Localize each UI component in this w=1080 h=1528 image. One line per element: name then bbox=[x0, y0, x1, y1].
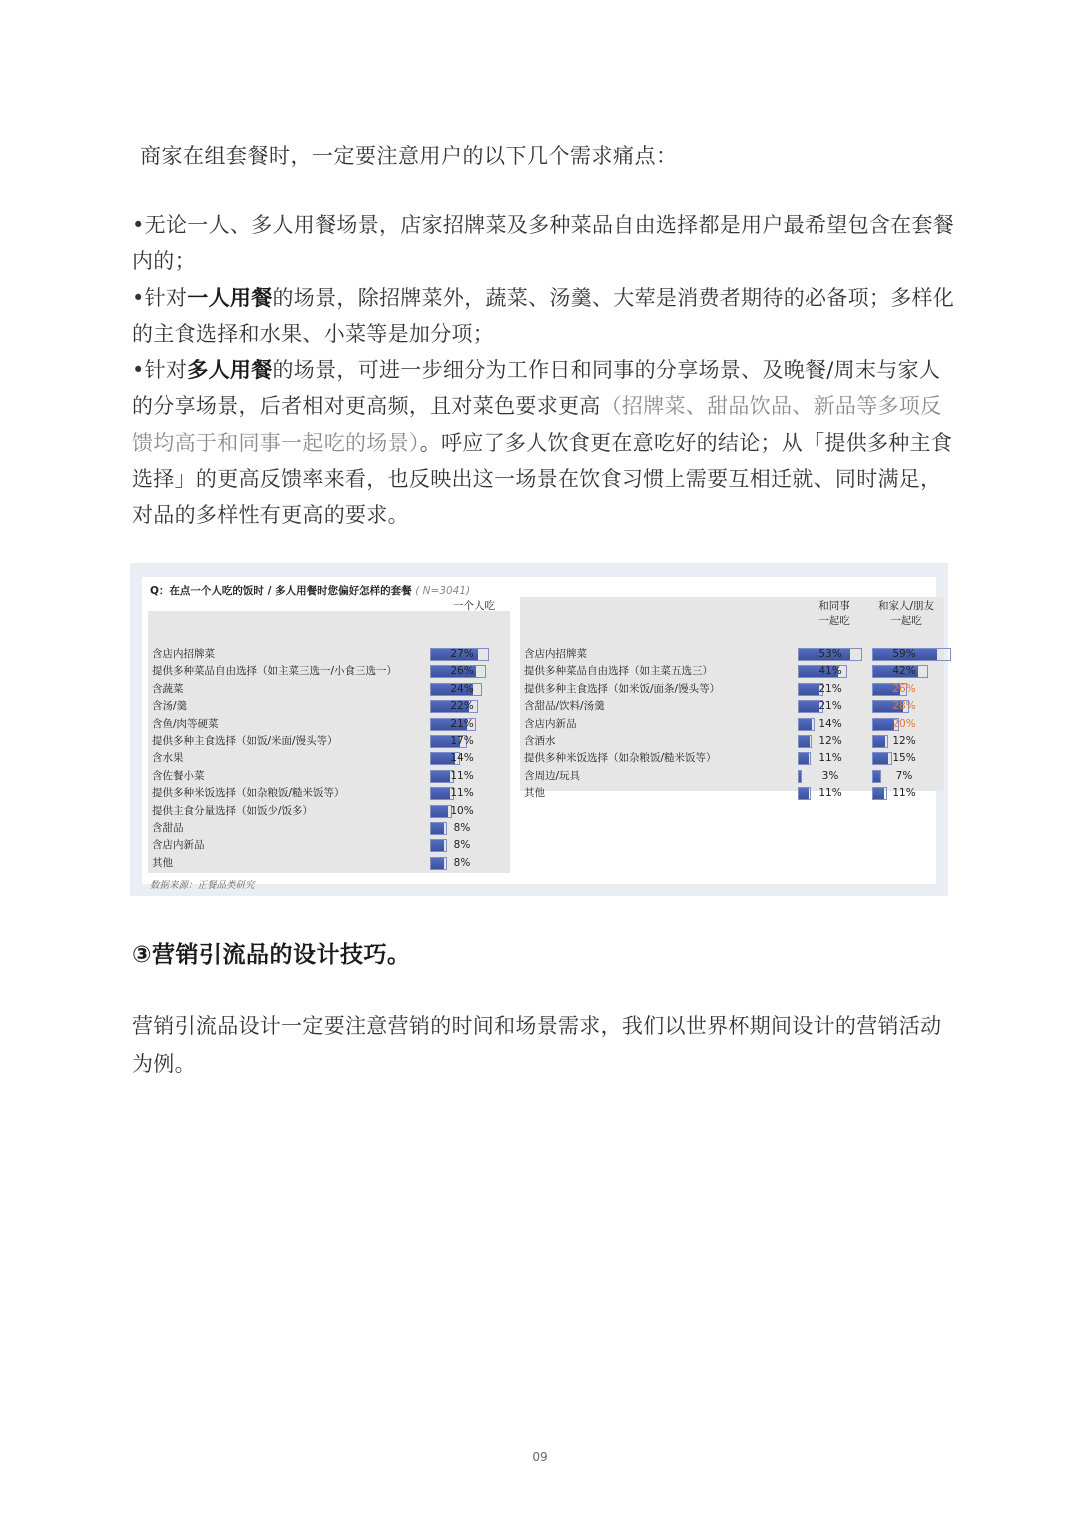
bullet-3-lead: •针对 bbox=[132, 358, 188, 383]
right-series-2-header-line1: 和家人/朋友 bbox=[877, 600, 935, 612]
right-bar-colleague-label: 11% bbox=[818, 752, 842, 765]
left-bar-label: 8% bbox=[453, 822, 471, 834]
chart-sample-size: ( N=3041) bbox=[415, 585, 471, 597]
left-bar-label: 26% bbox=[450, 665, 474, 678]
right-bar-family-label: 7% bbox=[895, 769, 913, 782]
right-bar-colleague bbox=[798, 770, 870, 783]
right-series-2-header-line2: 一起吃 bbox=[890, 615, 922, 627]
right-row-label: 含店内新品 bbox=[524, 717, 577, 730]
left-row-label: 含店内新品 bbox=[152, 839, 205, 852]
left-bar-label: 8% bbox=[453, 839, 471, 852]
right-bar-colleague bbox=[798, 752, 870, 765]
right-bar-family-label: 12% bbox=[892, 735, 916, 747]
left-row-label: 其他 bbox=[152, 856, 173, 869]
left-bar bbox=[430, 805, 560, 818]
right-bar-colleague bbox=[798, 665, 870, 678]
right-bar-colleague bbox=[798, 683, 870, 696]
right-row-label: 含周边/玩具 bbox=[524, 769, 581, 782]
right-bar-family-label: 42% bbox=[892, 665, 916, 678]
left-row-label: 含汤/羹 bbox=[152, 700, 188, 713]
left-row-label: 含蔬菜 bbox=[152, 682, 184, 695]
right-bar-colleague bbox=[798, 718, 870, 731]
left-row-label: 提供多种主食选择（如饭/米面/馒头等） bbox=[152, 735, 338, 747]
left-bar-label: 17% bbox=[450, 735, 474, 747]
left-series-header: 一个人吃 bbox=[453, 600, 495, 612]
left-row-label: 含店内招牌菜 bbox=[152, 648, 215, 660]
right-row-label: 含店内招牌菜 bbox=[524, 648, 587, 660]
right-bar-colleague-label: 11% bbox=[818, 787, 842, 800]
right-bar-family bbox=[872, 735, 952, 748]
intro-text: 商家在组套餐时，一定要注意用户的以下几个需求痛点： bbox=[140, 144, 678, 168]
right-bar-family bbox=[872, 787, 952, 800]
right-bar-colleague-label: 14% bbox=[818, 717, 842, 730]
left-row-label: 提供多种菜品自由选择（如主菜三选一/小食三选一） bbox=[152, 665, 398, 678]
right-bar-family bbox=[872, 648, 952, 661]
bullet-1-text: •无论一人、多人用餐场景，店家招牌菜及多种菜品自由选择都是用户最希望包含在套餐内的； bbox=[132, 213, 955, 274]
left-row-label: 含水果 bbox=[152, 752, 184, 765]
bullet-3-text: 的场景，可进一步细分为工作日和同事的分享场景、及晚餐/周末与家人的分享场景，后者相对更高频，且对菜色要求更高 bbox=[132, 358, 941, 419]
bullet-1 bbox=[132, 207, 957, 280]
right-series-2-header bbox=[866, 599, 946, 629]
right-bar-colleague-label: 53% bbox=[818, 648, 842, 660]
chart-title bbox=[150, 583, 470, 598]
left-bar-label: 24% bbox=[450, 682, 474, 695]
bullet-3-tail: 。呼应了多人饮食更在意吃好的结论；从「提供多种主食选择」的更高反馈率来看，也反映出这一场景在饮食习惯上需要互相迁就、同时满足，对品的多样性有更高的要求。 bbox=[132, 430, 953, 528]
right-series-1-header-line1: 和同事 bbox=[818, 600, 850, 612]
survey-chart bbox=[130, 563, 948, 896]
section-title: ③营销引流品的设计技巧。 bbox=[132, 942, 411, 968]
bullet-3-keyword: 多人用餐 bbox=[187, 358, 273, 383]
left-bar bbox=[430, 839, 560, 852]
chart-canvas bbox=[142, 577, 936, 891]
right-bar-family bbox=[872, 770, 952, 783]
left-row-label: 含佐餐小菜 bbox=[152, 769, 205, 782]
right-bar-family-label: 15% bbox=[892, 752, 916, 765]
left-bar-label: 27% bbox=[450, 648, 474, 660]
right-bar-colleague bbox=[798, 735, 870, 748]
bullet-2-text: 的场景，除招牌菜外，蔬菜、汤羹、大荤是消费者期待的必备项；多样化的主食选择和水果、小菜等是加分项； bbox=[132, 285, 955, 346]
right-bar-family-label: 28% bbox=[892, 700, 916, 713]
right-bar-family bbox=[872, 700, 952, 713]
right-row-label: 其他 bbox=[524, 787, 545, 800]
right-bar-family bbox=[872, 752, 952, 765]
page-number: 09 bbox=[532, 1450, 548, 1464]
right-bar-colleague-label: 3% bbox=[821, 769, 839, 782]
right-row-label: 提供多种米饭选择（如杂粮饭/糙米饭等） bbox=[524, 752, 717, 765]
closing-paragraph: 营销引流品设计一定要注意营销的时间和场景需求，我们以世界杯期间设计的营销活动为例。 bbox=[132, 1014, 942, 1076]
right-bar-family bbox=[872, 683, 952, 696]
left-bar-label: 22% bbox=[450, 700, 474, 713]
bullet-list bbox=[132, 207, 957, 534]
left-bar-label: 14% bbox=[450, 752, 474, 765]
left-bar-label: 21% bbox=[450, 717, 474, 730]
bullet-2-lead: •针对 bbox=[132, 285, 188, 310]
left-row-label: 含甜品 bbox=[152, 822, 184, 834]
chart-source: 数据来源：正餐品类研究 bbox=[150, 880, 255, 891]
bullet-3-note: （招牌菜、甜品饮品、新品等多项反馈均高于和同事一起吃的场景） bbox=[132, 394, 942, 455]
bullet-2-keyword: 一人用餐 bbox=[187, 285, 273, 310]
left-bar-label: 11% bbox=[450, 769, 474, 782]
left-bar-label: 11% bbox=[450, 787, 474, 800]
left-row-label: 提供多种米饭选择（如杂粮饭/糙米饭等） bbox=[152, 787, 345, 800]
right-bar-family-label: 26% bbox=[892, 682, 916, 695]
right-bar-colleague-label: 41% bbox=[818, 665, 842, 678]
right-bar-colleague bbox=[798, 648, 870, 661]
right-bar-colleague bbox=[798, 787, 870, 800]
right-series-1-header-line2: 一起吃 bbox=[818, 615, 850, 627]
left-bar bbox=[430, 857, 560, 870]
right-row-label: 含酒水 bbox=[524, 735, 556, 747]
right-bar-colleague-label: 12% bbox=[818, 735, 842, 747]
left-row-label: 提供主食分量选择（如饭少/饭多） bbox=[152, 804, 314, 817]
right-bar-family bbox=[872, 718, 952, 731]
right-bar-colleague-label: 21% bbox=[818, 700, 842, 713]
bullet-3 bbox=[132, 352, 957, 533]
right-series-1-header bbox=[804, 599, 864, 629]
right-row-label: 提供多种菜品自由选择（如主菜五选三） bbox=[524, 665, 713, 678]
right-bar-colleague bbox=[798, 700, 870, 713]
left-bar bbox=[430, 822, 560, 835]
chart-title-text: Q：在点一个人吃的饭时 / 多人用餐时您偏好怎样的套餐 bbox=[150, 585, 412, 597]
right-row-label: 含甜品/饮料/汤羹 bbox=[524, 700, 605, 713]
right-bar-family bbox=[872, 665, 952, 678]
right-bar-colleague-label: 21% bbox=[818, 682, 842, 695]
right-bar-family-label: 59% bbox=[892, 648, 916, 660]
left-bar-label: 8% bbox=[453, 856, 471, 869]
left-row-label: 含鱼/肉等硬菜 bbox=[152, 717, 219, 730]
right-bar-family-label: 20% bbox=[892, 717, 916, 730]
right-row-label: 提供多种主食选择（如米饭/面条/馒头等） bbox=[524, 682, 721, 695]
right-bar-family-label: 11% bbox=[892, 787, 916, 800]
bullet-2 bbox=[132, 280, 957, 353]
left-bar-label: 10% bbox=[450, 804, 474, 817]
